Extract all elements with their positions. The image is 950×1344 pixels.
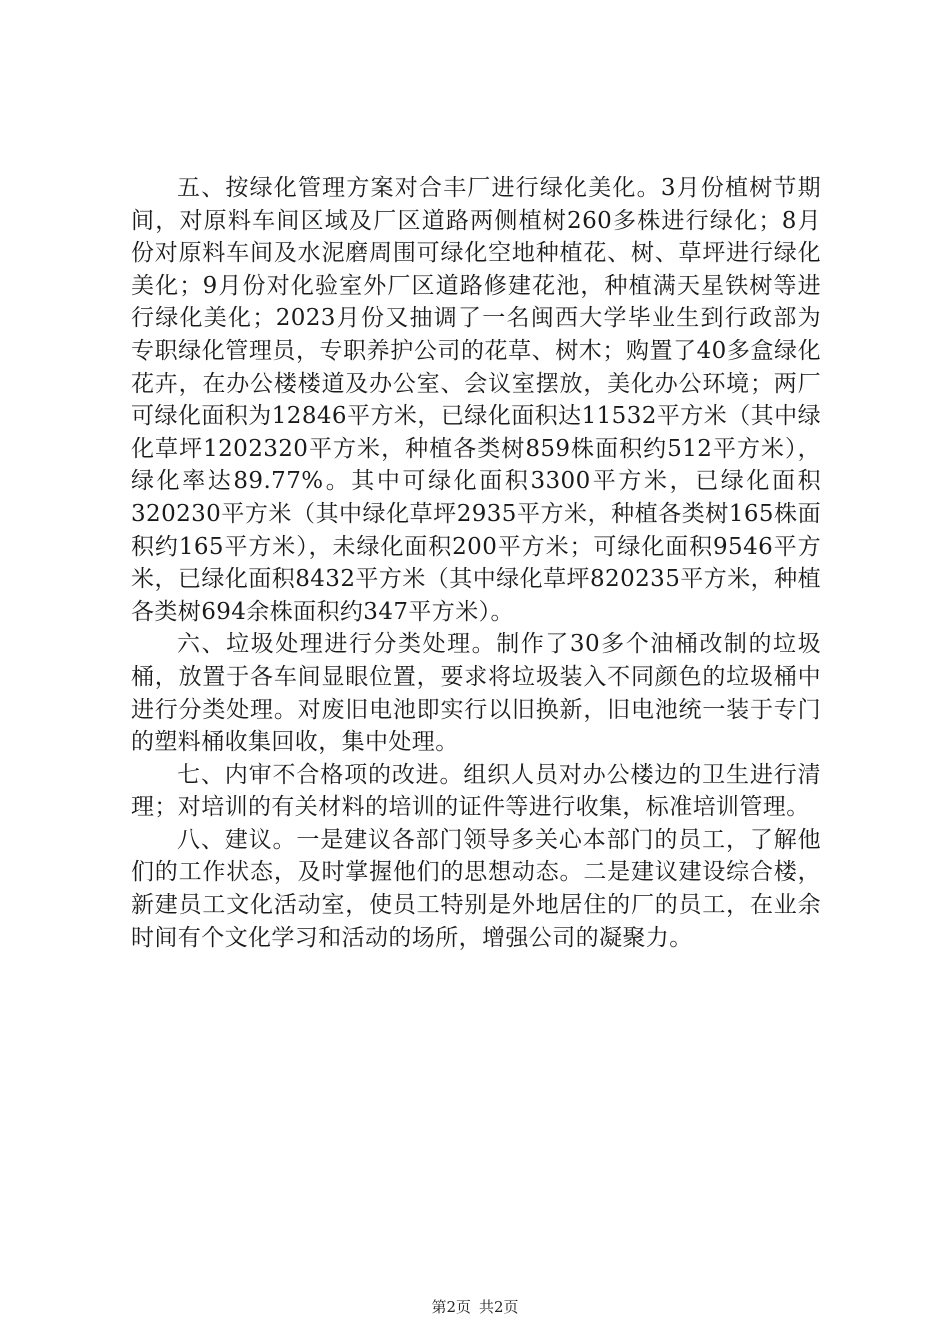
- paragraph-internal-audit: 七、内审不合格项的改进。组织人员对办公楼边的卫生进行清理；对培训的有关材料的培训的证件等进行收集，标准培训管理。: [131, 761, 821, 821]
- paragraph-garbage-sorting: 六、垃圾处理进行分类处理。制作了30多个油桶改制的垃圾桶，放置于各车间显眼位置，要求将垃圾装入不同颜色的垃圾桶中进行分类处理。对废旧电池即实行以旧换新，旧电池统一装于专门的塑料桶收集回收，集中处理。: [131, 631, 821, 756]
- paragraph-greening: 五、按绿化管理方案对合丰厂进行绿化美化。3月份植树节期间，对原料车间区域及厂区道路两侧植树260多株进行绿化；8月份对原料车间及水泥磨周围可绿化空地种植花、树、草坪进行绿化美化；9月份对化验室外厂区道路修建花池，种植满天星铁树等进行绿化美化；2023月份又抽调了一名闽西大学毕业生到行政部为专职绿化管理员，专职养护公司的花草、树木；购置了40多盒绿化花卉，在办公楼楼道及办公室、会议室摆放，美化办公环境；两厂可绿化面积为12846平方米，已绿化面积达11532平方米（其中绿化草坪1202320平方米，种植各类树859株面积约512平方米），绿化率达89.77%。其中可绿化面积3300平方米，已绿化面积320230平方米（其中绿化草坪2935平方米，种植各类树165株面积约165平方米），未绿化面积200平方米；可绿化面积9546平方米，已绿化面积8432平方米（其中绿化草坪820235平方米，种植各类树694余株面积约347平方米）。: [131, 175, 821, 625]
- page-number-total: 共2页: [479, 1298, 519, 1316]
- document-body: [131, 172, 821, 954]
- paragraph-suggestions: 八、建议。一是建议各部门领导多关心本部门的员工，了解他们的工作状态，及时掌握他们的思想动态。二是建议建设综合楼，新建员工文化活动室，使员工特别是外地居住的厂的员工，在业余时间有个文化学习和活动的场所，增强公司的凝聚力。: [131, 826, 821, 951]
- page-number-current: 第2页: [431, 1298, 471, 1316]
- page-footer: [0, 1296, 950, 1317]
